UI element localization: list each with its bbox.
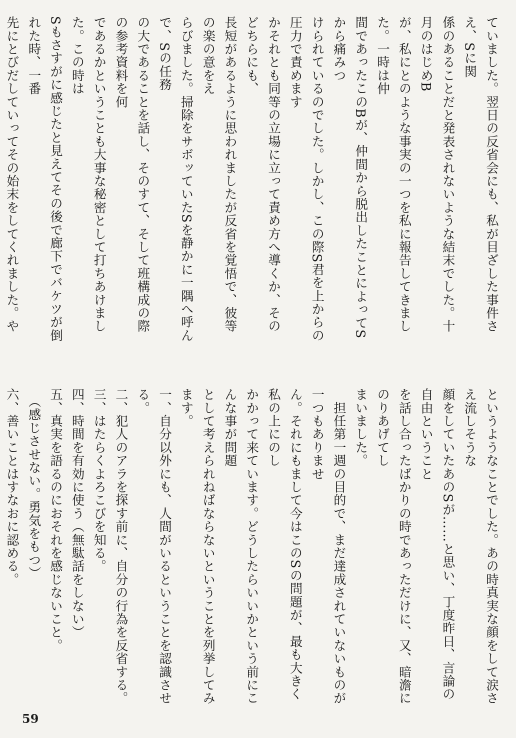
- page-number: 59: [22, 712, 39, 726]
- bottom-text-column-block: というようなことでした。あの時真実な顔をして涙さえ流しそうな 顔をしていたあのSが……と思い、丁度昨日、言論の自由ということ を話し合ったばかりの時であっただけに、又、暗澹にのりあげてし まいました。 担任第一週の目的で、まだ達成されていないものが一つもありませ ん。それにもまして今はこのSの問題が、最も大きく私の上にのし かかって来ています。どうしたらいいかという前にこんな事が問題 として考えられねばならないということを列挙してみます。 一、自分以外にも、人間がいるということを認識させる。 二、犯人のアラを探す前に、自分の行為を反省する。 三、はたらくよろこびを知る。 四、時間を有効に使う（無駄話をしない） 五、真実を語るのにおそれを感じないこと。 （感じさせない。勇気をもつ） 六、善いことはすなおに認める。: [4, 388, 499, 705]
- top-text-column-block: ていました。翌日の反省会にも、私が目ざした事件さえ、Sに関 係のあることだと発表されないような結末でした。十月のはじめB が、私にとのような事実の一つを私に報告してきました。一時は仲 間であったこのBが、仲間から脱出したことによってSから痛みつ けられているのでした。しかし、この際S君を上からの圧力で責めます かそれとも同等の立場に立って責め方へ導くか、そのどちらにも、 長短があるように思われましたが反省を覚悟で、彼等の楽の意をえ らびました。掃除をサボッていたSを静かに一隅へ呼んで、Sの任務 の大であることを話し、そのすて、そして班構成の際の参考資料を何 であるかということも大事な秘密として打ちあけました。この時は Sもさすがに感じたと見えてその後で廊下でバケツが倒れた時、一番 先にとびだしていってその始末をしてくれました。や: [4, 16, 499, 343]
